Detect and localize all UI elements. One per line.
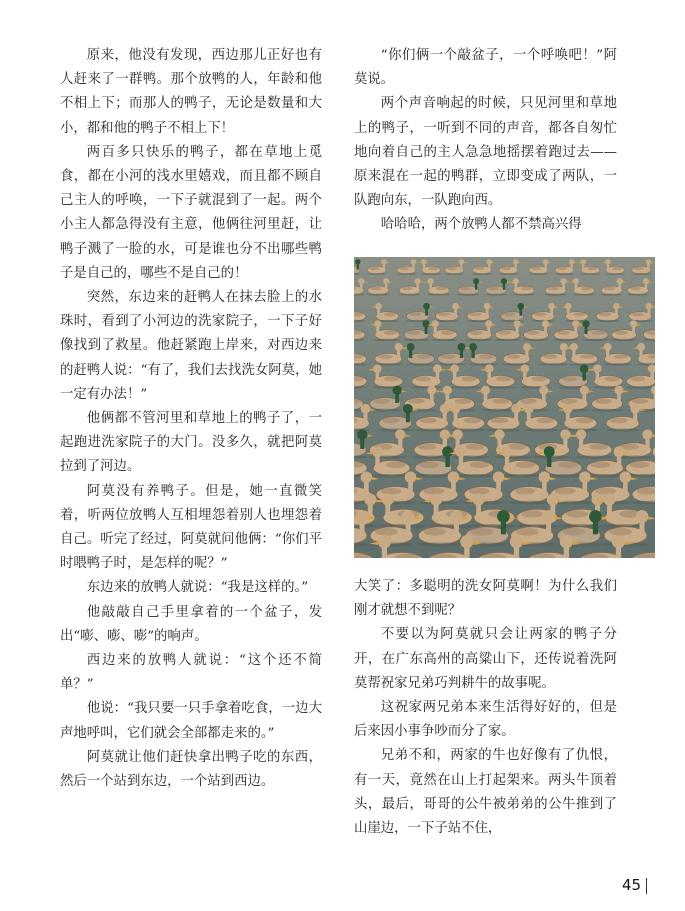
- duck-wing: [370, 287, 381, 291]
- duck-head: [405, 472, 417, 484]
- duck-head: [421, 259, 427, 265]
- duck-head: [513, 278, 519, 284]
- duck-head: [589, 510, 602, 523]
- duck-head: [513, 259, 519, 265]
- duck-wing: [424, 488, 445, 495]
- page-number: 45: [622, 876, 642, 894]
- duck-head: [485, 320, 492, 327]
- duck-head: [570, 343, 578, 351]
- duck-head: [630, 404, 640, 414]
- duck-wing: [614, 354, 628, 359]
- duck-head: [374, 320, 381, 327]
- duck-wing: [407, 330, 420, 334]
- duck-wing: [466, 444, 485, 450]
- duck-ripple: [605, 429, 640, 432]
- duck-ripple: [502, 474, 541, 477]
- duck-wing: [423, 528, 446, 536]
- duck-head: [423, 303, 430, 310]
- duck-wing: [383, 417, 400, 423]
- duck-head: [646, 303, 653, 310]
- duck-ripple: [524, 429, 559, 432]
- duck-head: [582, 320, 589, 327]
- duck-head: [451, 404, 461, 414]
- duck-head: [511, 404, 521, 414]
- duck-head: [361, 472, 373, 484]
- duck-ripple: [399, 294, 421, 296]
- duck-head: [484, 303, 491, 310]
- duck-wing: [370, 267, 380, 270]
- duck-head: [580, 364, 589, 373]
- duck-ripple: [407, 363, 435, 366]
- duck-ripple: [585, 474, 624, 477]
- paragraph: 不要以为阿莫就只会让两家的鸭子分开，在广东高州的高粱山下，还传说着洗阿莫帮祝家兄弟巧判耕牛的故事呢。: [354, 627, 617, 691]
- duck-head: [576, 429, 586, 439]
- duck-head: [422, 320, 429, 327]
- duck-head: [517, 303, 524, 310]
- duck-ripple: [437, 363, 465, 366]
- duck-ripple: [414, 474, 453, 477]
- duck-wing: [516, 462, 536, 469]
- duck-head: [580, 386, 589, 395]
- duck-wing: [402, 287, 413, 291]
- duck-wing: [592, 330, 605, 334]
- duck-wing: [470, 330, 483, 334]
- duck-head: [383, 278, 389, 284]
- duck-head: [539, 386, 548, 395]
- duck-wing: [520, 398, 536, 403]
- duck-head: [432, 320, 439, 327]
- duck-wing: [566, 510, 588, 517]
- duck-ripple: [457, 294, 479, 296]
- paragraph: “你们俩一个敲盆子，一个呼唤吧！”阿莫说。: [354, 48, 617, 88]
- duck-head: [407, 343, 415, 351]
- duck-wing: [610, 417, 627, 423]
- duck-head: [501, 278, 507, 284]
- duck-wing: [580, 354, 594, 359]
- duck-head: [573, 278, 579, 284]
- duck-wing: [447, 267, 457, 270]
- duck-wing: [630, 376, 645, 381]
- duck-ripple: [367, 294, 389, 296]
- duck-head: [497, 510, 510, 523]
- duck-wing: [634, 267, 644, 270]
- duck-wing: [441, 354, 455, 359]
- duck-ripple: [631, 273, 651, 275]
- duck-ripple: [469, 363, 497, 366]
- duck-head: [620, 472, 632, 484]
- duck-head: [613, 303, 620, 310]
- paragraph: 兄弟不和，两家的牛也好像有了仇恨，有一天，竟然在山上打起架来。两头牛顶着头，最后，哥哥的公牛被弟弟的公牛推到了山崖边，一下子站不住，: [354, 748, 617, 837]
- duck-ripple: [581, 273, 601, 275]
- duck-head: [542, 320, 549, 327]
- duck-head: [502, 446, 513, 457]
- duck-head: [513, 320, 520, 327]
- duck-head: [395, 429, 405, 439]
- duck-wing: [548, 287, 559, 291]
- duck-wing: [501, 267, 511, 270]
- duck-head: [547, 493, 559, 505]
- duck-head: [487, 259, 493, 265]
- duck-wing: [589, 444, 608, 450]
- duck-head: [581, 259, 587, 265]
- duck-ripple: [553, 339, 579, 341]
- duck-ripple: [421, 273, 441, 275]
- paragraph: 他说：“我只要一只手拿着吃食，一边大声地呼叫，它们就会全部都走来的。”: [60, 701, 322, 741]
- duck-head: [428, 278, 434, 284]
- duck-wing: [604, 376, 619, 381]
- duck-ripple: [523, 339, 549, 341]
- duck-ripple: [626, 386, 655, 389]
- duck-head: [560, 429, 570, 439]
- duck-head: [448, 472, 460, 484]
- duck-wing: [415, 376, 430, 381]
- duck-wing: [470, 528, 493, 536]
- duck-head: [460, 535, 473, 548]
- duck-head: [373, 364, 382, 373]
- duck-head: [459, 259, 465, 265]
- duck-wing: [506, 354, 520, 359]
- duck-head: [544, 446, 555, 457]
- duck-head: [637, 343, 645, 351]
- duck-wing: [516, 528, 539, 536]
- duck-head: [614, 446, 625, 457]
- duck-head: [493, 472, 505, 484]
- duck-wing: [384, 312, 396, 316]
- duck-wing: [460, 287, 471, 291]
- paragraph: 东边来的放鸭人就说：“我是这样的。”: [86, 580, 309, 596]
- duck-ripple: [573, 294, 595, 296]
- duck-ripple: [605, 273, 625, 275]
- duck-wing: [561, 398, 577, 403]
- duck-head: [481, 386, 490, 395]
- duck-head: [375, 303, 382, 310]
- duck-wing: [475, 267, 485, 270]
- duck-head: [591, 493, 603, 505]
- duck-wing: [386, 462, 406, 469]
- duck-wing: [557, 330, 570, 334]
- duck-ripple: [627, 294, 649, 296]
- duck-head: [382, 493, 394, 505]
- duck-head: [361, 404, 371, 414]
- duck-wing: [418, 444, 437, 450]
- duck-head: [510, 535, 523, 548]
- duck-head: [440, 429, 450, 439]
- paragraph: 这祝家两兄弟本来生活得好好的，但是后来因小事争吵而分了家。: [354, 700, 617, 740]
- duck-head: [630, 320, 637, 327]
- duck-head: [485, 364, 494, 373]
- duck-wing: [581, 287, 592, 291]
- paragraph: 阿莫就让他们赶快拿出鸭子吃的东西，然后一个站到东边，一个站到西边。: [60, 749, 322, 790]
- duck-ripple: [374, 339, 400, 341]
- duck-wing: [562, 376, 577, 381]
- duck-ripple: [450, 386, 481, 389]
- duck-head: [604, 343, 612, 351]
- duck-ripple: [494, 339, 520, 341]
- duck-wing: [557, 267, 567, 270]
- duck-wing: [574, 312, 586, 316]
- duck-head: [560, 535, 573, 548]
- duck-ripple: [396, 273, 416, 275]
- duck-wing: [479, 354, 493, 359]
- paragraph: 两个声音响起的时候，只见河里和草地上的鸭子，一听到不同的声音，都各自匆忙地向着自己的主人急急地摇摆着跑过去——原来混在一起的鸭群，立即变成了两队，一队跑向东，一队跑向西。: [354, 96, 617, 209]
- duck-wing: [527, 330, 540, 334]
- duck-head: [440, 404, 450, 414]
- duck-ripple: [403, 339, 429, 341]
- duck-ripple: [428, 294, 450, 296]
- duck-head: [543, 259, 549, 265]
- duck-ripple: [555, 273, 575, 275]
- duck-head: [450, 364, 459, 373]
- duck-ripple: [435, 320, 459, 322]
- duck-head: [402, 510, 415, 523]
- duck-wing: [532, 376, 547, 381]
- duck-head: [392, 386, 401, 395]
- duck-ripple: [604, 363, 632, 366]
- duck-wing: [615, 330, 628, 334]
- duck-head: [455, 446, 466, 457]
- duck-head: [403, 404, 413, 414]
- duck-head: [473, 278, 479, 284]
- duck-wing: [384, 330, 397, 334]
- duck-wing: [609, 528, 632, 536]
- duck-head: [579, 472, 591, 484]
- duck-wing: [461, 376, 476, 381]
- paragraph-continuation: 大笑了：多聪明的洗女阿莫啊！为什么我们刚才就想不到呢？: [354, 579, 617, 619]
- duck-ripple: [417, 542, 463, 546]
- duck-wing: [503, 312, 515, 316]
- duck-head: [643, 278, 649, 284]
- duck-wing: [419, 462, 439, 469]
- duck-head: [524, 404, 534, 414]
- paragraph: 两百多只快乐的鸭子，都在草地上觅食，都在小河的浅水里嬉戏，而且都不顾自己主人的呼唤，一下子就混到了一起。两个小主人都急得没有主意，他俩往河里赶，让鸭子溅了一脸的水，可是谁也分不出哪些鸭子是自己的，哪些不是自己的！: [60, 144, 322, 281]
- duck-head: [378, 535, 391, 548]
- right-text-column-bottom: [354, 575, 617, 841]
- duck-wing: [417, 354, 431, 359]
- paragraph: 西边来的放鸭人就说：“这个还不简单？”: [60, 653, 322, 693]
- duck-wing: [470, 312, 482, 316]
- right-text-column-top: [354, 44, 617, 238]
- duck-ripple: [444, 273, 464, 275]
- duck-head: [473, 493, 485, 505]
- duck-wing: [373, 398, 389, 403]
- duck-wing: [428, 267, 438, 270]
- duck-ripple: [486, 429, 521, 432]
- duck-head: [381, 259, 387, 265]
- duck-ripple: [576, 455, 613, 458]
- paragraph: 突然，东边来的赶鸭人在抹去脸上的水珠时，看到了小河边的洗家院子，一下子好像找到了救星。他赶紧跑上岸来，对西边来的赶鸭人说：“有了，我们去找洗女阿莫，她一定有办法！”: [60, 290, 322, 402]
- duck-head: [605, 259, 611, 265]
- duck-head: [494, 429, 504, 439]
- duck-wing: [470, 462, 490, 469]
- duck-ripple: [545, 294, 567, 296]
- duck-ripple: [466, 339, 492, 341]
- ducks-photo: [354, 257, 655, 558]
- duck-ripple: [611, 339, 637, 341]
- duck-wing: [399, 267, 409, 270]
- duck-ripple: [485, 294, 507, 296]
- duck-ripple: [481, 409, 514, 412]
- duck-wing: [521, 287, 532, 291]
- duck-wing: [441, 330, 454, 334]
- duck-head: [443, 386, 452, 395]
- duck-wing: [631, 312, 643, 316]
- duck-wing: [531, 267, 541, 270]
- paragraph: 他敲敲自己手里拿着的一个盆子，发出“嘭、嘭、嘭”的响声。: [60, 604, 322, 644]
- duck-head: [411, 259, 417, 265]
- duck-head: [523, 343, 531, 351]
- duck-head: [521, 364, 530, 373]
- duck-wing: [630, 462, 650, 469]
- duck-head: [548, 303, 555, 310]
- duck-wing: [588, 267, 598, 270]
- ducks-illustration: [354, 257, 655, 558]
- paragraph: 哈哈哈，两个放鸭人都不禁高兴得: [380, 217, 582, 233]
- duck-wing: [537, 417, 554, 423]
- duck-head: [642, 429, 652, 439]
- duck-wing: [558, 462, 578, 469]
- duck-head: [612, 535, 625, 548]
- duck-ripple: [500, 320, 524, 322]
- duck-wing: [488, 287, 499, 291]
- duck-ripple: [432, 339, 458, 341]
- duck-wing: [514, 488, 535, 495]
- duck-head: [563, 404, 573, 414]
- duck-head: [414, 278, 420, 284]
- duck-head: [364, 493, 376, 505]
- duck-wing: [375, 528, 398, 536]
- duck-head: [427, 386, 436, 395]
- duck-head: [356, 510, 369, 523]
- duck-wing: [493, 398, 509, 403]
- duck-head: [355, 259, 361, 265]
- duck-wing: [498, 330, 511, 334]
- duck-head: [617, 278, 623, 284]
- duck-wing: [491, 417, 508, 423]
- duck-wing: [463, 417, 480, 423]
- duck-wing: [436, 287, 447, 291]
- duck-head: [430, 493, 442, 505]
- duck-ripple: [367, 273, 387, 275]
- duck-wing: [543, 354, 557, 359]
- duck-wing: [604, 287, 615, 291]
- duck-wing: [378, 354, 392, 359]
- duck-ripple: [596, 320, 620, 322]
- duck-wing: [408, 398, 424, 403]
- duck-wing: [521, 510, 543, 517]
- left-text-column: [60, 44, 322, 794]
- duck-wing: [599, 312, 611, 316]
- duck-ripple: [582, 339, 608, 341]
- duck-head: [452, 303, 459, 310]
- duck-head: [646, 259, 652, 265]
- duck-wing: [632, 398, 648, 403]
- duck-head: [561, 278, 567, 284]
- duck-head: [357, 429, 367, 439]
- duck-ripple: [601, 294, 623, 296]
- duck-ripple: [378, 429, 413, 432]
- duck-wing: [595, 488, 616, 495]
- duck-head: [542, 510, 555, 523]
- paragraph: 原来，他没有发现，西边那儿正好也有人赶来了一群鸭。那个放鸭的人，年龄和他不相上下；而那人的鸭子，无论是数量和大小，都和他的鸭子不相上下！: [60, 48, 322, 136]
- duck-wing: [384, 376, 399, 381]
- duck-head: [469, 343, 477, 351]
- duck-head: [442, 446, 453, 457]
- duck-head: [614, 386, 623, 395]
- duck-wing: [381, 488, 402, 495]
- duck-ripple: [591, 409, 624, 412]
- duck-head: [636, 510, 649, 523]
- duck-head: [569, 259, 575, 265]
- duck-ripple: [494, 455, 531, 458]
- duck-head: [395, 343, 403, 351]
- duck-wing: [630, 287, 641, 291]
- duck-ripple: [529, 273, 549, 275]
- duck-ripple: [509, 501, 550, 505]
- duck-wing: [612, 267, 622, 270]
- duck-head: [593, 364, 602, 373]
- duck-head: [560, 343, 568, 351]
- duck-head: [603, 493, 615, 505]
- duck-wing: [595, 398, 611, 403]
- duck-ripple: [539, 363, 567, 366]
- duck-ripple: [513, 294, 535, 296]
- duck-wing: [576, 417, 593, 423]
- duck-wing: [562, 528, 585, 536]
- page-number-divider: [646, 878, 647, 894]
- duck-ripple: [499, 273, 519, 275]
- paragraph: 他俩都不管河里和草地上的鸭子了，一起跑进洗家院子的大门。没多久，就把阿莫拉到了河边。: [60, 411, 322, 475]
- duck-wing: [455, 398, 471, 403]
- duck-wing: [409, 312, 421, 316]
- duck-head: [433, 364, 442, 373]
- duck-head: [565, 303, 572, 310]
- duck-head: [452, 429, 462, 439]
- duck-head: [358, 278, 364, 284]
- duck-wing: [591, 462, 611, 469]
- duck-ripple: [411, 386, 442, 389]
- paragraph: 阿莫没有养鸭子。但是，她一直微笑着，听两位放鸭人互相埋怨着别人也埋怨着自己。听完了经过，阿莫就问他俩：“你们平时喂鸭子时，是怎样的呢？”: [60, 483, 322, 572]
- duck-wing: [534, 312, 546, 316]
- duck-ripple: [455, 474, 494, 477]
- duck-head: [450, 510, 463, 523]
- duck-wing: [555, 488, 576, 495]
- duck-wing: [419, 417, 436, 423]
- duck-head: [372, 446, 383, 457]
- duck-ripple: [472, 273, 492, 275]
- duck-wing: [438, 312, 450, 316]
- duck-head: [539, 472, 551, 484]
- duck-head: [572, 320, 579, 327]
- duck-head: [458, 343, 466, 351]
- duck-ripple: [368, 455, 405, 458]
- duck-wing: [496, 376, 511, 381]
